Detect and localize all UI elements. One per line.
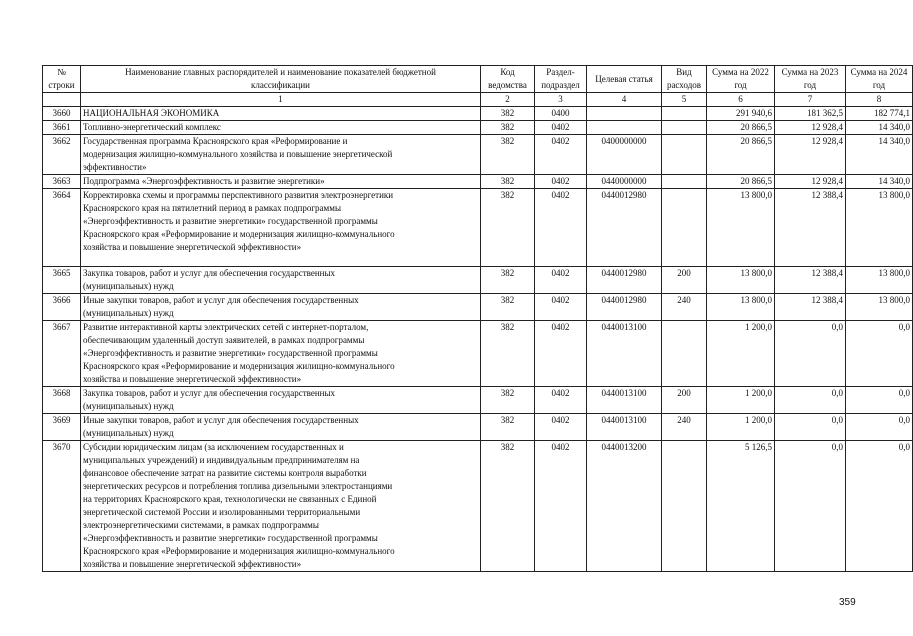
row-name: Корректировка схемы и программы перспективного развития электроэнергетики Красноярского края на пятилетний период в рамках подпрограммы «Энергоэффективность и развитие энергетики» государственной программы Красноярского края «Реформирование и модернизация жилищно-коммунального хозяйства и повышение энергетической эффективности» <box>81 189 481 267</box>
page-number: 359 <box>839 597 856 608</box>
colnum-7: 7 <box>775 93 846 107</box>
dept-code: 382 <box>481 267 535 294</box>
expense-type: 240 <box>662 414 707 441</box>
dept-code: 382 <box>481 441 535 572</box>
colnum-1: 1 <box>81 93 481 107</box>
sum-2023: 12 928,4 <box>775 121 846 135</box>
sum-2023: 12 388,4 <box>775 189 846 267</box>
section-code: 0402 <box>535 321 587 387</box>
sum-2024: 0,0 <box>846 441 913 572</box>
section-code: 0402 <box>535 414 587 441</box>
row-name: Иные закупки товаров, работ и услуг для обеспечения государственных (муниципальных) нужд <box>81 294 481 321</box>
target-article: 0440012980 <box>587 294 662 321</box>
sum-2023: 12 388,4 <box>775 294 846 321</box>
row-name: Закупка товаров, работ и услуг для обеспечения государственных (муниципальных) нужд <box>81 267 481 294</box>
table-row <box>43 121 913 135</box>
row-number: 3665 <box>43 267 81 294</box>
row-name: Подпрограмма «Энергоэффективность и развитие энергетики» <box>81 175 481 189</box>
table-row <box>43 414 913 441</box>
row-number: 3670 <box>43 441 81 572</box>
colnum-4: 4 <box>587 93 662 107</box>
table-row <box>43 107 913 121</box>
dept-code: 382 <box>481 189 535 267</box>
colnum-3: 3 <box>535 93 587 107</box>
sum-2024: 14 340,0 <box>846 121 913 135</box>
sum-2022: 13 800,0 <box>707 189 775 267</box>
sum-2023: 181 362,5 <box>775 107 846 121</box>
target-article: 0440013100 <box>587 321 662 387</box>
section-code: 0402 <box>535 441 587 572</box>
row-name: Закупка товаров, работ и услуг для обеспечения государственных (муниципальных) нужд <box>81 387 481 414</box>
sum-2022: 20 866,5 <box>707 121 775 135</box>
sum-2022: 1 200,0 <box>707 387 775 414</box>
section-code: 0400 <box>535 107 587 121</box>
row-name: Государственная программа Красноярского края «Реформирование и модернизация жилищно-коммунального хозяйства и повышение энергетической эффективности» <box>81 135 481 175</box>
row-name: Топливно-энергетический комплекс <box>81 121 481 135</box>
row-name: Иные закупки товаров, работ и услуг для обеспечения государственных (муниципальных) нужд <box>81 414 481 441</box>
header-expense-type: Вид расходов <box>662 66 707 93</box>
sum-2023: 12 388,4 <box>775 267 846 294</box>
row-number: 3660 <box>43 107 81 121</box>
sum-2022: 13 800,0 <box>707 267 775 294</box>
column-number-row <box>43 93 913 107</box>
target-article: 0440000000 <box>587 175 662 189</box>
sum-2024: 13 800,0 <box>846 189 913 267</box>
colnum-0 <box>43 93 81 107</box>
budget-table <box>42 65 913 572</box>
row-number: 3661 <box>43 121 81 135</box>
row-name: Субсидии юридическим лицам (за исключением государственных и муниципальных учреждений) и индивидуальным предпринимателям на финансовое обеспечение затрат на развитие системы контроля выработки энергетических ресурсов и потребления топлива дизельными электростанциями на территориях Красноярского края, технологически не связанных с Единой энергетической системой России и изолированными территориальными электроэнергетическими системами, в рамках подпрограммы «Энергоэффективность и развитие энергетики» государственной программы Красноярского края «Реформирование и модернизация жилищно-коммунального хозяйства и повышение энергетической эффективности» <box>81 441 481 572</box>
target-article <box>587 107 662 121</box>
target-article: 0440013100 <box>587 414 662 441</box>
sum-2024: 14 340,0 <box>846 135 913 175</box>
sum-2022: 1 200,0 <box>707 414 775 441</box>
target-article: 0440013200 <box>587 441 662 572</box>
target-article: 0400000000 <box>587 135 662 175</box>
sum-2023: 0,0 <box>775 387 846 414</box>
row-name: НАЦИОНАЛЬНАЯ ЭКОНОМИКА <box>81 107 481 121</box>
header-sum-2024: Сумма на 2024 год <box>846 66 913 93</box>
section-code: 0402 <box>535 121 587 135</box>
sum-2023: 0,0 <box>775 321 846 387</box>
header-row-number: № строки <box>43 66 81 93</box>
sum-2023: 12 928,4 <box>775 175 846 189</box>
header-sum-2023: Сумма на 2023 год <box>775 66 846 93</box>
section-code: 0402 <box>535 294 587 321</box>
sum-2022: 20 866,5 <box>707 175 775 189</box>
sum-2023: 0,0 <box>775 414 846 441</box>
header-name: Наименование главных распорядителей и наименование показателей бюджетной классификации <box>81 66 481 93</box>
expense-type: 240 <box>662 294 707 321</box>
sum-2022: 5 126,5 <box>707 441 775 572</box>
sum-2024: 0,0 <box>846 387 913 414</box>
sum-2022: 20 866,5 <box>707 135 775 175</box>
expense-type <box>662 189 707 267</box>
table-row <box>43 441 913 572</box>
table-row <box>43 267 913 294</box>
expense-type <box>662 135 707 175</box>
expense-type <box>662 121 707 135</box>
sum-2023: 12 928,4 <box>775 135 846 175</box>
header-target-article: Целевая статья <box>587 66 662 93</box>
expense-type <box>662 321 707 387</box>
dept-code: 382 <box>481 107 535 121</box>
row-number: 3662 <box>43 135 81 175</box>
header-dept-code: Код ведомства <box>481 66 535 93</box>
dept-code: 382 <box>481 175 535 189</box>
colnum-2: 2 <box>481 93 535 107</box>
sum-2023: 0,0 <box>775 441 846 572</box>
header-section: Раздел- подраздел <box>535 66 587 93</box>
expense-type <box>662 107 707 121</box>
sum-2024: 182 774,1 <box>846 107 913 121</box>
expense-type <box>662 175 707 189</box>
dept-code: 382 <box>481 387 535 414</box>
row-number: 3668 <box>43 387 81 414</box>
row-number: 3669 <box>43 414 81 441</box>
sum-2024: 14 340,0 <box>846 175 913 189</box>
expense-type: 200 <box>662 387 707 414</box>
dept-code: 382 <box>481 121 535 135</box>
table-row <box>43 321 913 387</box>
dept-code: 382 <box>481 321 535 387</box>
sum-2022: 1 200,0 <box>707 321 775 387</box>
section-code: 0402 <box>535 387 587 414</box>
target-article <box>587 121 662 135</box>
table-row <box>43 175 913 189</box>
section-code: 0402 <box>535 267 587 294</box>
dept-code: 382 <box>481 135 535 175</box>
table-row <box>43 387 913 414</box>
sum-2024: 0,0 <box>846 321 913 387</box>
header-sum-2022: Сумма на 2022 год <box>707 66 775 93</box>
row-number: 3667 <box>43 321 81 387</box>
sum-2024: 0,0 <box>846 414 913 441</box>
row-number: 3666 <box>43 294 81 321</box>
table-row <box>43 294 913 321</box>
expense-type <box>662 441 707 572</box>
section-code: 0402 <box>535 135 587 175</box>
row-name: Развитие интерактивной карты электрических сетей с интернет-порталом, обеспечивающим удаленный доступ заявителей, в рамках подпрограммы «Энергоэффективность и развитие энергетики» государственной программы Красноярского края «Реформирование и модернизация жилищно-коммунального хозяйства и повышение энергетической эффективности» <box>81 321 481 387</box>
expense-type: 200 <box>662 267 707 294</box>
dept-code: 382 <box>481 414 535 441</box>
section-code: 0402 <box>535 189 587 267</box>
section-code: 0402 <box>535 175 587 189</box>
sum-2024: 13 800,0 <box>846 267 913 294</box>
dept-code: 382 <box>481 294 535 321</box>
target-article: 0440012980 <box>587 189 662 267</box>
table-row <box>43 189 913 267</box>
table-row <box>43 135 913 175</box>
sum-2022: 13 800,0 <box>707 294 775 321</box>
sum-2024: 13 800,0 <box>846 294 913 321</box>
row-number: 3664 <box>43 189 81 267</box>
colnum-8: 8 <box>846 93 913 107</box>
table-header-row <box>43 66 913 93</box>
colnum-6: 6 <box>707 93 775 107</box>
row-number: 3663 <box>43 175 81 189</box>
target-article: 0440012980 <box>587 267 662 294</box>
colnum-5: 5 <box>662 93 707 107</box>
sum-2022: 291 940,6 <box>707 107 775 121</box>
target-article: 0440013100 <box>587 387 662 414</box>
